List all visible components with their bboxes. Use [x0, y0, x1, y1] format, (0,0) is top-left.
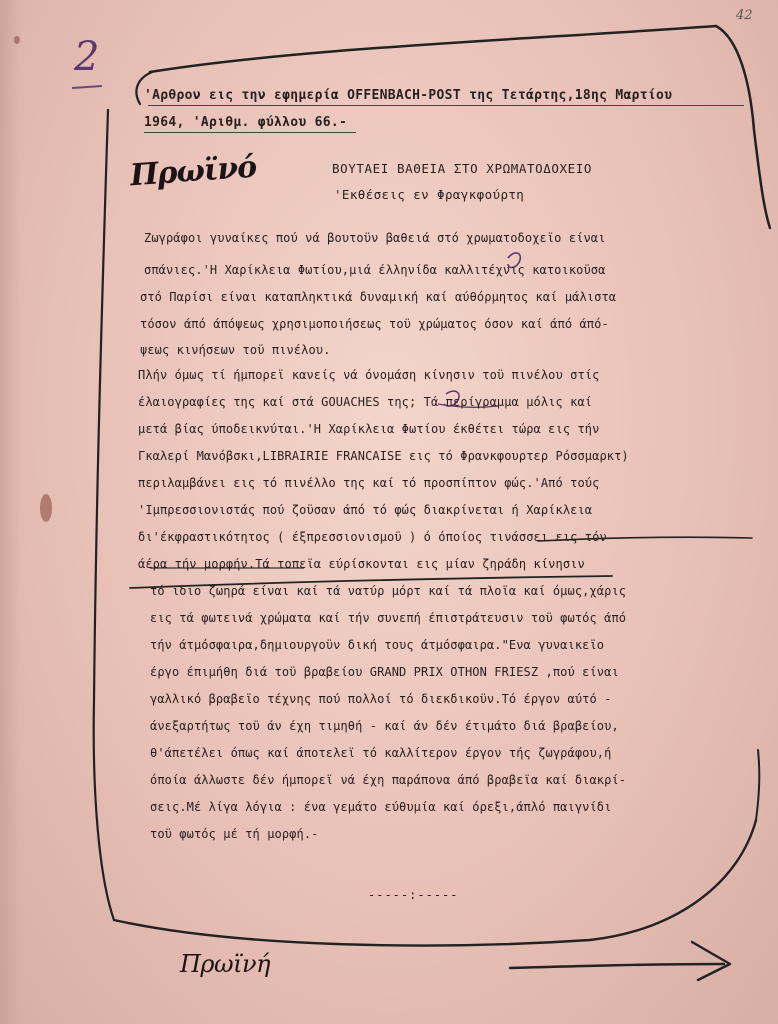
body-line: έλαιογραφίες της καί στά GOUACHES της; Τά περίγραμμα μόλις καί — [138, 395, 593, 409]
body-line: σπάνιες.'Η Χαρίκλεια Φωτίου,μιά έλληνίδα καλλιτέχνις κατοικοϋσα — [144, 263, 606, 277]
ink-smudge — [14, 36, 20, 44]
body-line: έργο έπιμήθη διά τοϋ βραβείου GRAND PRIX OTHON FRIESZ ,πού είναι — [150, 665, 619, 679]
header-line-2: 1964, 'Αριθμ. φύλλου 66.- — [144, 115, 348, 130]
header-line-1: 'Αρθρον εις την εφημερία OFFENBACH-POST της Τετάρτης,18ης Μαρτίου — [144, 88, 673, 103]
body-line: τό ϊδιο ζωηρά είναι καί τά νατύρ μόρτ καί τά πλοϊα καί όμως,χάρις — [150, 584, 627, 598]
page-number: 42 — [736, 8, 753, 23]
body-line: όποία άλλωστε δέν ήμπορεϊ νά έχη παράπονα άπό βραβεϊα καί διακρί- — [150, 773, 627, 787]
body-line: ψεως κινήσεων τοϋ πινέλου. — [140, 343, 331, 357]
end-separator: -----:----- — [368, 888, 459, 902]
body-line: σεις.Μέ λίγα λόγια : ένα γεμάτο εύθυμία καί όρεξι,άπλό παιγνίδι — [150, 800, 612, 814]
body-line: γαλλικό βραβεϊο τέχνης πού πολλοί τό διεκδικοϋν.Τό έργον αύτό - — [150, 692, 612, 706]
header-underline-1 — [148, 105, 744, 106]
handwritten-top-note: Πρωϊνό — [128, 149, 258, 194]
body-line: θ'άπετέλει όπως καί άποτελεϊ τό καλλίτερον έργον τής ζωγράφου,ή — [150, 746, 612, 760]
body-line: δι'έκφραστικότητος ( έξπρεσσιονισμοϋ ) ό όποίος τινάσσει εις τόν — [138, 530, 607, 544]
body-line: τοϋ φωτός μέ τή μορφή.- — [150, 827, 319, 841]
body-line: στό Παρίσι είναι καταπληκτικά δυναμική καί αύθόρμητος καί μάλιστα — [140, 290, 617, 304]
body-line: 'Ιμπρεσσιονιστάς πού ζοϋσαν άπό τό φώς διακρίνεται ή Χαρίκλεια — [138, 503, 593, 517]
handwritten-page-number: 2 — [74, 34, 100, 80]
article-subtitle: 'Εκθέσεις εν Φραγκφούρτη — [334, 187, 525, 202]
body-line: περιλαμβάνει εις τό πινέλλο της καί τό προσπίπτον φώς.'Από τούς — [138, 476, 600, 490]
body-line: Πλήν όμως τί ήμπορεϊ κανείς νά όνομάση κίνησιν τοϋ πινέλου στίς — [138, 368, 600, 382]
ink-smudge — [40, 494, 52, 522]
body-line: άνεξαρτήτως τοϋ άν έχη τιμηθή - καί άν δέν έτιμάτο διά βραβείου, — [150, 719, 619, 733]
body-line: τόσον άπό άπόψεως χρησιμοποιήσεως τοϋ χρώματος όσον καί άπό άπό- — [140, 317, 609, 331]
body-line: άέρα τήν μορφήν.Τά τοπεϊα εύρίσκονται εις μίαν ζηράδη κίνησιν — [138, 557, 585, 571]
paper-left-edge — [0, 0, 22, 1024]
article-title: ΒΟΥΤΑΕΙ ΒΑΘΕΙΑ ΣΤΟ ΧΡΩΜΑΤΟΔΟΧΕΙΟ — [332, 161, 593, 176]
body-line: τήν άτμόσφαιρα,δημιουργοϋν δική τους άτμόσφαιρα."Ενα γυναικεϊο — [150, 638, 605, 652]
body-line: εις τά φωτεινά χρώματα καί τήν συνεπή έπιστράτευσιν τοϋ φωτός άπό — [150, 611, 627, 625]
handwritten-bottom-note: Πρωϊνή — [180, 950, 270, 978]
body-line: Γκαλερί Μανόβσκι,LIBRAIRIE FRANCAISE εις τό Φρανκφουρτερ Ρόσσμαρκτ) — [138, 449, 629, 463]
body-line: μετά βίας ύποδεικνύται.'Η Χαρίκλεια Φωτίου έκθέτει τώρα εις τήν — [138, 422, 600, 436]
body-line: Ζωγράφοι γυναίκες πού νά βουτοϋν βαθειά στό χρωματοδοχεϊο είναι — [144, 231, 606, 245]
header-underline-2 — [144, 132, 356, 133]
